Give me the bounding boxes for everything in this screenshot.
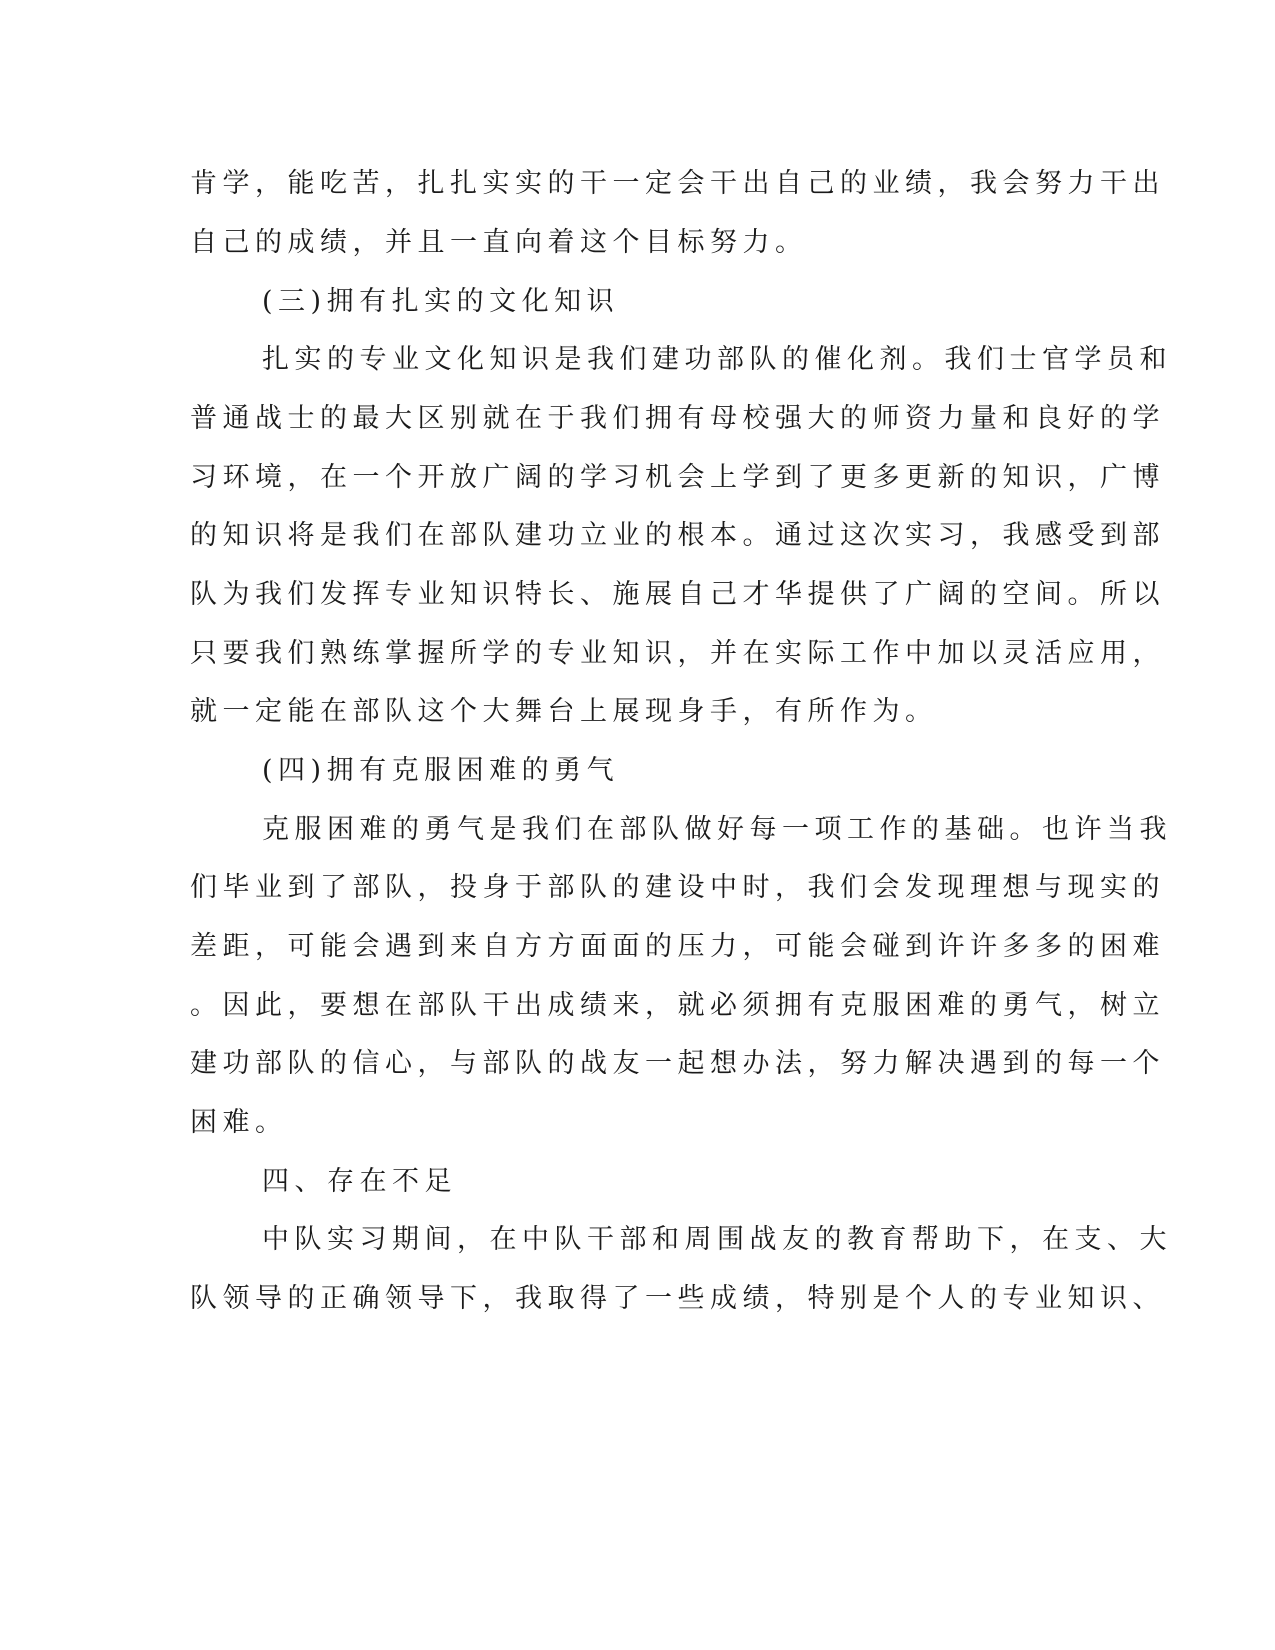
text-line: 差距，可能会遇到来自方方面面的压力，可能会碰到许许多多的困难	[190, 931, 1165, 962]
text-line: 克服困难的勇气是我们在部队做好每一项工作的基础。也许当我	[262, 814, 1172, 845]
text-line: 普通战士的最大区别就在于我们拥有母校强大的师资力量和良好的学	[190, 403, 1165, 434]
text-line: 中队实习期间，在中队干部和周围战友的教育帮助下，在支、大	[262, 1224, 1172, 1255]
text-line: 的知识将是我们在部队建功立业的根本。通过这次实习，我感受到部	[190, 520, 1165, 551]
section-heading: (三)拥有扎实的文化知识	[262, 286, 620, 317]
section-heading: (四)拥有克服困难的勇气	[262, 755, 620, 786]
text-line: 肯学，能吃苦，扎扎实实的干一定会干出自己的业绩，我会努力干出	[190, 168, 1165, 199]
text-line: 习环境，在一个开放广阔的学习机会上学到了更多更新的知识，广博	[190, 462, 1165, 493]
text-line: 自己的成绩，并且一直向着这个目标努力。	[190, 227, 808, 258]
text-line: 只要我们熟练掌握所学的专业知识，并在实际工作中加以灵活应用，	[190, 638, 1165, 669]
text-line: 。因此，要想在部队干出成绩来，就必须拥有克服困难的勇气，树立	[190, 990, 1165, 1021]
text-line: 们毕业到了部队，投身于部队的建设中时，我们会发现理想与现实的	[190, 872, 1165, 903]
text-line: 就一定能在部队这个大舞台上展现身手，有所作为。	[190, 696, 938, 727]
text-line: 建功部队的信心，与部队的战友一起想办法，努力解决遇到的每一个	[190, 1048, 1165, 1079]
text-line: 队领导的正确领导下，我取得了一些成绩，特别是个人的专业知识、	[190, 1283, 1165, 1314]
text-line: 困难。	[190, 1107, 288, 1138]
text-line: 队为我们发挥专业知识特长、施展自己才华提供了广阔的空间。所以	[190, 579, 1165, 610]
section-heading: 四、存在不足	[262, 1166, 457, 1197]
text-line: 扎实的专业文化知识是我们建功部队的催化剂。我们士官学员和	[262, 344, 1172, 375]
